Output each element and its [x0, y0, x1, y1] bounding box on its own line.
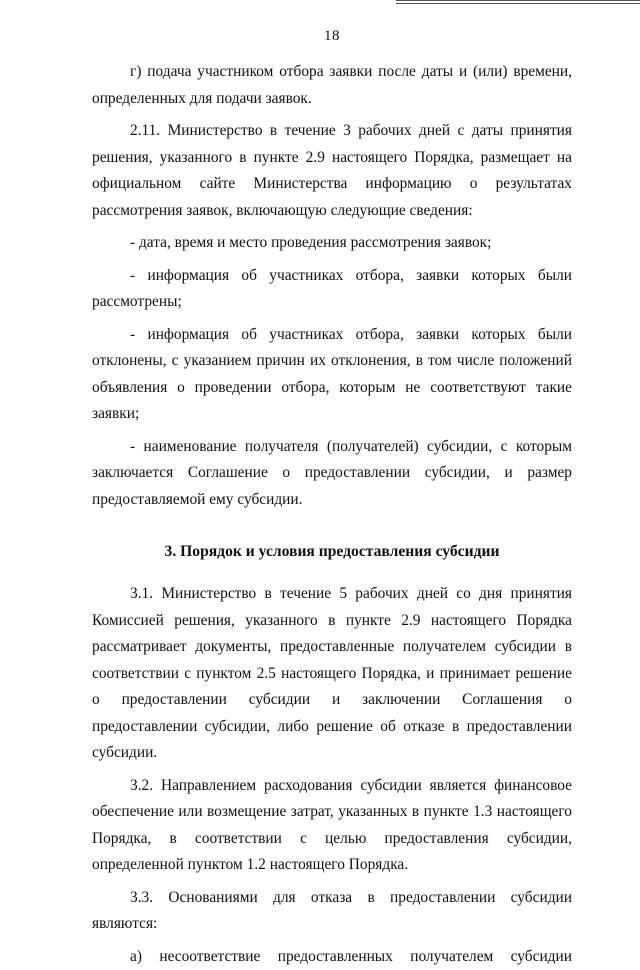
list-item-rejected-participants: - информация об участниках отбора, заявки которых были отклонены, с указанием причин их отклонения, в том числе положений объявления о проведении отбора, которым не соответствуют такие заявки;	[92, 322, 572, 428]
paragraph-3-2: 3.2. Направлением расходования субсидии является финансовое обеспечение или возмещение затрат, указанных в пункте 1.3 настоящего Порядка, в соответствии с целью предоставления субсидии, определенной пунктом 1.2 настоящего Порядка.	[92, 773, 572, 879]
list-item-considered-participants: - информация об участниках отбора, заявки которых были рассмотрены;	[92, 263, 572, 316]
paragraph-item-g: г) подача участником отбора заявки после даты и (или) времени, определенных для подачи заявок.	[92, 59, 572, 112]
list-item-recipient-name: - наименование получателя (получателей) субсидии, с которым заключается Соглашение о предоставлении субсидии, и размер предоставляемой ему субсидии.	[92, 434, 572, 514]
list-item-date-time-place: - дата, время и место проведения рассмотрения заявок;	[92, 230, 572, 257]
list-item-a: а) несоответствие предоставленных получателем субсидии	[92, 944, 572, 970]
paragraph-2-11: 2.11. Министерство в течение 3 рабочих дней с даты принятия решения, указанного в пункте 2.9 настоящего Порядка, размещает на официальном сайте Министерства информацию о результатах рассмотрения заявок, включающую следующие сведения:	[92, 118, 572, 224]
scan-edge-mark	[396, 0, 640, 4]
paragraph-3-1: 3.1. Министерство в течение 5 рабочих дней со дня принятия Комиссией решения, указанного в пункте 2.9 настоящего Порядка рассматривает документы, предоставленные получателем субсидии в соответствии с пунктом 2.5 настоящего Порядка, и принимает решение о предоставлении субсидии и заключении Соглашения о предоставлении субсидии, либо решение об отказе в предоставлении субсидии.	[92, 581, 572, 767]
page-number: 18	[92, 28, 572, 45]
document-page	[92, 28, 572, 970]
paragraph-3-3: 3.3. Основаниями для отказа в предоставлении субсидии являются:	[92, 885, 572, 938]
section-heading: 3. Порядок и условия предоставления субсидии	[92, 539, 572, 565]
